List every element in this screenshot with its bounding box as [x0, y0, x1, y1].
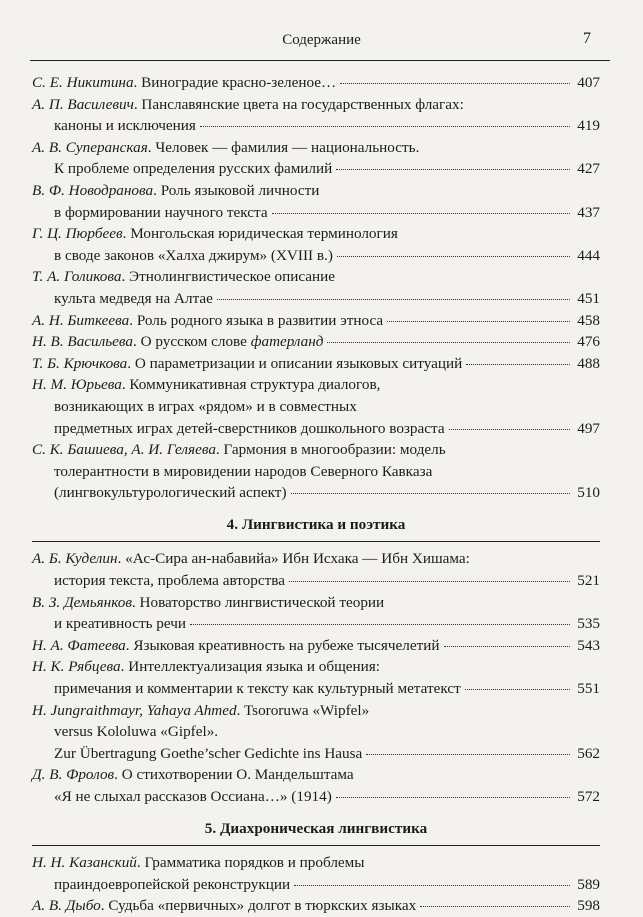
- entry-title-text: Монгольская юридическая терминология: [130, 225, 398, 243]
- table-of-contents: [32, 72, 600, 917]
- toc-entry: [32, 548, 600, 591]
- entry-page-number: 476: [577, 333, 600, 351]
- entry-title-text: толерантности в мировидении народов Северного Кавказа: [54, 462, 433, 480]
- entry-page-number: 437: [577, 203, 600, 221]
- entry-line: [32, 374, 600, 396]
- entry-line: [32, 721, 600, 743]
- entry-title-text: каноны и исключения: [54, 117, 196, 135]
- entry-line: [32, 94, 600, 116]
- entry-page-number: 407: [577, 74, 600, 91]
- entry-line: [32, 764, 600, 786]
- entry-text: [54, 613, 186, 635]
- entry-text: [54, 202, 268, 224]
- dot-leader: [465, 689, 570, 690]
- entry-title-text: «Ас-Сира ан-набавийа» Ибн Исхака — Ибн Хишама:: [125, 550, 470, 568]
- entry-line: [32, 570, 600, 592]
- header-title: Содержание: [282, 32, 361, 48]
- entry-line: [32, 874, 600, 896]
- entry-page-number: 458: [577, 311, 600, 329]
- dot-leader: [449, 429, 570, 430]
- entry-line: [32, 743, 600, 765]
- entry-author: Н. К. Рябцева: [32, 658, 121, 676]
- toc-group-c: [32, 852, 600, 917]
- dot-leader: [190, 624, 570, 625]
- entry-title-text: в своде законов «Халха джирум» (XVIII в.): [54, 246, 333, 264]
- toc-entry: [32, 764, 600, 807]
- entry-author: Н. В. Васильева: [32, 333, 133, 351]
- entry-page-number: 419: [577, 117, 600, 135]
- entry-title-text: праиндоевропейской реконструкции: [54, 875, 291, 893]
- entry-line: [32, 72, 600, 94]
- toc-entry: [32, 592, 600, 635]
- dot-leader: [366, 754, 570, 755]
- dot-leader: [217, 299, 570, 300]
- entry-title-text: О стихотворении О. Мандельштама: [121, 766, 354, 784]
- entry-author: А. Б. Куделин: [32, 550, 118, 568]
- entry-page-number: 451: [577, 289, 600, 307]
- entry-title-text: Человек — фамилия — национальность.: [155, 138, 420, 156]
- entry-page-number: 497: [577, 419, 600, 437]
- entry-title-text: О параметризации и описании языковых ситуаций: [134, 354, 463, 372]
- entry-text: А. В. Суперанская. Человек — фамилия — национальность.: [32, 138, 420, 156]
- entry-line: [32, 180, 600, 202]
- dot-leader: [294, 885, 570, 886]
- entry-line: [32, 223, 600, 245]
- entry-title-text: Грамматика порядков и проблемы: [144, 854, 365, 872]
- entry-author: Н. А. Фатеева: [32, 636, 126, 654]
- toc-entry: [32, 374, 600, 439]
- dot-leader: [336, 797, 570, 798]
- entry-text: Т. Б. Крючкова. О параметризации и описании языковых ситуаций: [32, 354, 463, 372]
- entry-line: [32, 482, 600, 504]
- entry-line: [32, 115, 600, 137]
- toc-entry: [32, 137, 600, 180]
- entry-line: [32, 158, 600, 180]
- section-heading-5: 5. Диахроническая лингвистика: [32, 818, 600, 847]
- toc-entry: [32, 310, 600, 332]
- toc-entry: [32, 180, 600, 223]
- entry-text: Н. А. Фатеева. Языковая креативность на рубеже тысячелетий: [32, 636, 440, 654]
- entry-text: [54, 786, 332, 808]
- entry-author: Т. А. Голикова: [32, 268, 122, 286]
- running-header: [30, 28, 613, 54]
- entry-title-text: и креативность речи: [54, 615, 187, 633]
- entry-author: А. П. Василевич: [32, 95, 134, 113]
- dot-leader: [327, 342, 570, 343]
- entry-text: Д. В. Фролов. О стихотворении О. Мандельштама: [32, 766, 354, 784]
- entry-page-number: 598: [577, 897, 600, 915]
- entry-title-text: Языковая креативность на рубеже тысячелетий: [133, 636, 440, 654]
- entry-text: Г. Ц. Пюрбеев. Монгольская юридическая терминология: [32, 225, 398, 243]
- entry-page-number: 562: [577, 744, 600, 762]
- entry-line: [32, 613, 600, 635]
- entry-text: А. П. Василевич. Панславянские цвета на государственных флагах:: [32, 95, 464, 113]
- entry-line: [32, 245, 600, 267]
- toc-entry: [32, 700, 600, 765]
- toc-entry: [32, 94, 600, 137]
- dot-leader: [272, 213, 570, 214]
- dot-leader: [444, 646, 571, 647]
- dot-leader: [466, 364, 570, 365]
- entry-text: H. Jungraithmayr, Yahaya Ahmed. Tsororuwa «Wipfel»: [32, 701, 370, 719]
- toc-entry: [32, 852, 600, 895]
- entry-text: [54, 874, 290, 896]
- entry-line: [32, 461, 600, 483]
- entry-text: А. Б. Куделин. «Ас-Сира ан-набавийа» Ибн Исхака — Ибн Хишама:: [32, 550, 470, 568]
- toc-entry: [32, 353, 600, 375]
- entry-title-text: Роль языковой личности: [160, 181, 320, 199]
- entry-text: С. К. Башиева, А. И. Геляева. Гармония в многообразии: модель: [32, 441, 446, 459]
- entry-title-text: культа медведя на Алтае: [54, 289, 213, 307]
- entry-line: [32, 418, 600, 440]
- entry-text: [54, 418, 445, 440]
- entry-author: С. Е. Никитина: [32, 74, 134, 91]
- entry-title-text: (лингвокультурологический аспект): [54, 484, 287, 502]
- entry-line: [32, 678, 600, 700]
- toc-entry: [32, 266, 600, 309]
- entry-author: Д. В. Фролов: [32, 766, 115, 784]
- toc-entry: [32, 223, 600, 266]
- entry-emphasis: фатерланд: [250, 333, 324, 351]
- entry-text: [54, 158, 332, 180]
- dot-leader: [387, 321, 570, 322]
- entry-line: [32, 353, 600, 375]
- toc-entry: [32, 656, 600, 699]
- entry-line: [32, 396, 600, 418]
- entry-line: [32, 592, 600, 614]
- entry-page-number: 543: [577, 636, 600, 654]
- entry-title-text: К проблеме определения русских фамилий: [54, 160, 333, 178]
- entry-author: А. В. Дыбо: [32, 897, 101, 915]
- toc-entry: [32, 635, 600, 657]
- entry-line: [32, 266, 600, 288]
- entry-text: В. З. Демьянков. Новаторство лингвистической теории: [32, 593, 385, 611]
- entry-author: Т. Б. Крючкова: [32, 354, 128, 372]
- entry-page-number: 444: [577, 246, 600, 264]
- entry-line: [32, 288, 600, 310]
- entry-page-number: 488: [577, 354, 600, 372]
- entry-author: Н. М. Юрьева: [32, 376, 122, 394]
- entry-title-text: предметных играх детей-сверстников дошкольного возраста: [54, 419, 445, 437]
- entry-text: Н. В. Васильева. О русском слове фатерланд: [32, 333, 324, 351]
- entry-line: [32, 331, 600, 353]
- entry-line: [32, 895, 600, 917]
- entry-line: [32, 137, 600, 159]
- entry-title-text: Новаторство лингвистической теории: [139, 593, 385, 611]
- entry-text: С. Е. Никитина. Виноградие красно-зеленое…: [32, 74, 337, 91]
- entry-text: Н. К. Рябцева. Интеллектуализация языка и общения:: [32, 658, 380, 676]
- entry-line: [32, 439, 600, 461]
- entry-author: А. В. Суперанская: [32, 138, 148, 156]
- toc-entry: [32, 72, 600, 94]
- entry-title-text: Гармония в многообразии: модель: [223, 441, 446, 459]
- entry-title-text: versus Kololuwa «Gipfel».: [54, 723, 219, 741]
- section-heading-4: 4. Лингвистика и поэтика: [32, 514, 600, 543]
- entry-page-number: 572: [577, 788, 600, 805]
- entry-title-text: возникающих в играх «рядом» и в совместных: [54, 397, 357, 415]
- entry-author: В. З. Демьянков: [32, 593, 132, 611]
- entry-title-text: Интеллектуализация языка и общения:: [128, 658, 380, 676]
- entry-author: С. К. Башиева, А. И. Геляева: [32, 441, 216, 459]
- entry-title-text: в формировании научного текста: [54, 203, 268, 221]
- dot-leader: [336, 169, 570, 170]
- entry-title-text: Tsororuwa «Wipfel»: [243, 701, 370, 719]
- entry-line: [32, 786, 600, 808]
- entry-text: Т. А. Голикова. Этнолингвистическое описание: [32, 268, 336, 286]
- entry-title-text: примечания и комментарии к тексту как культурный метатекст: [54, 680, 461, 698]
- entry-title-text: история текста, проблема авторства: [54, 572, 285, 590]
- toc-group-a: [32, 72, 600, 504]
- toc-group-b: [32, 548, 600, 807]
- entry-line: [32, 202, 600, 224]
- entry-page-number: 510: [577, 484, 600, 502]
- entry-text: [54, 482, 287, 504]
- entry-title-text: Судьба «первичных» долгот в тюркских языках: [108, 897, 417, 915]
- entry-text: [54, 743, 362, 765]
- entry-page-number: 589: [577, 875, 600, 893]
- entry-text: А. В. Дыбо. Судьба «первичных» долгот в тюркских языках: [32, 897, 417, 915]
- dot-leader: [420, 906, 570, 907]
- entry-title-text: Этнолингвистическое описание: [129, 268, 336, 286]
- entry-text: [54, 723, 218, 740]
- entry-page-number: 521: [577, 572, 600, 590]
- entry-author: А. Н. Биткеева: [32, 311, 130, 329]
- toc-entry: [32, 331, 600, 353]
- entry-author: Н. Н. Казанский: [32, 854, 137, 872]
- entry-text: [54, 245, 333, 267]
- entry-line: [32, 635, 600, 657]
- toc-entry: [32, 439, 600, 504]
- dot-leader: [291, 493, 571, 494]
- entry-author: H. Jungraithmayr, Yahaya Ahmed: [32, 701, 237, 719]
- entry-text: [54, 463, 432, 480]
- entry-text: [54, 288, 213, 310]
- entry-text: Н. Н. Казанский. Грамматика порядков и проблемы: [32, 854, 365, 872]
- entry-author: Г. Ц. Пюрбеев: [32, 225, 123, 243]
- entry-line: [32, 310, 600, 332]
- entry-title-text: «Я не слыхал рассказов Оссиана…» (1914): [54, 788, 332, 805]
- entry-text: [54, 570, 285, 592]
- entry-text: [54, 678, 461, 700]
- entry-page-number: 535: [577, 615, 600, 633]
- entry-text: Н. М. Юрьева. Коммуникативная структура диалогов,: [32, 376, 381, 394]
- entry-text: [54, 115, 196, 137]
- dot-leader: [289, 581, 570, 582]
- entry-author: В. Ф. Новодранова: [32, 181, 154, 199]
- entry-title-text: Панславянские цвета на государственных флагах:: [141, 95, 464, 113]
- entry-title-text: Роль родного языка в развитии этноса: [136, 311, 384, 329]
- entry-line: [32, 548, 600, 570]
- entry-text: В. Ф. Новодранова. Роль языковой личности: [32, 181, 320, 199]
- entry-title-text: О русском слове: [140, 333, 247, 351]
- entry-text: [54, 398, 357, 415]
- entry-page-number: 427: [577, 160, 600, 178]
- entry-title-text: Zur Übertragung Goethe’scher Gedichte ins Hausa: [54, 744, 363, 762]
- toc-entry: [32, 895, 600, 917]
- dot-leader: [200, 126, 570, 127]
- dot-leader: [340, 83, 570, 84]
- entry-text: А. Н. Биткеева. Роль родного языка в развитии этноса: [32, 311, 384, 329]
- header-rule: [30, 60, 610, 61]
- entry-page-number: 551: [577, 680, 600, 698]
- page-number: 7: [583, 30, 591, 47]
- entry-title-text: Виноградие красно-зеленое…: [141, 74, 337, 91]
- entry-line: [32, 700, 600, 722]
- entry-title-text: Коммуникативная структура диалогов,: [129, 376, 381, 394]
- entry-line: [32, 656, 600, 678]
- dot-leader: [337, 256, 570, 257]
- entry-line: [32, 852, 600, 874]
